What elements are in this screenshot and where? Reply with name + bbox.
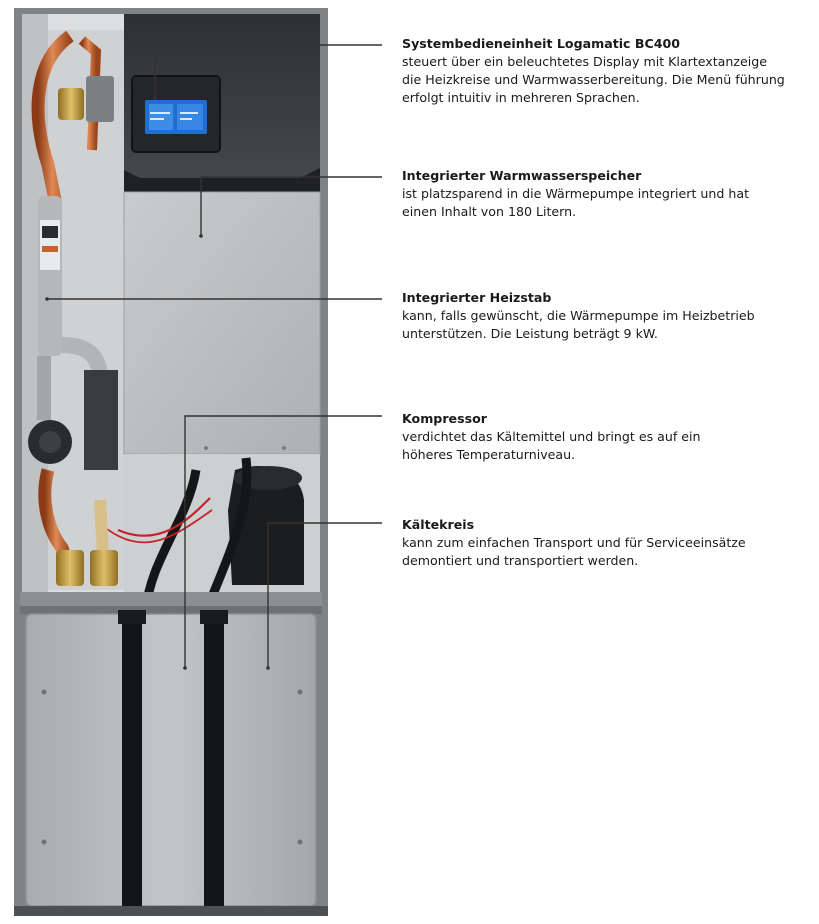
lower-cover [26,614,316,906]
callout-body: steuert über ein beleuchtetes Display mit Klartextanzeige die Heizkreise und Warmwasserbereitung. Die Menü führung erfolgt intuitiv in mehreren Sprachen. [402,54,785,105]
callout-title: Kältekreis [402,517,475,532]
callout-title: Integrierter Heizstab [402,290,552,305]
brass-valve-left [56,550,84,586]
callout-body: ist platzsparend in die Wärmepumpe integriert und hat einen Inhalt von 180 Litern. [402,186,750,219]
transport-strap-left [122,610,142,906]
callout-heating-rod [402,289,814,343]
callout-compressor [402,410,814,464]
brass-valve-upper [58,88,84,120]
callout-refrigerant-circuit [402,516,814,570]
callout-title: Kompressor [402,411,487,426]
callout-water-tank [402,167,814,221]
callout-body: verdichtet das Kältemittel und bringt es auf ein höheres Temperaturniveau. [402,429,701,462]
callout-title: Systembedieneinheit Logamatic BC400 [402,36,681,51]
motor-actuator [86,76,114,122]
callout-control-unit [402,35,814,107]
callout-body: kann zum einfachen Transport und für Serviceeinsätze demontiert und transportiert werden. [402,535,746,568]
callout-title: Integrierter Warmwasserspeicher [402,168,642,183]
callout-body: kann, falls gewünscht, die Wärmepumpe im Heizbetrieb unterstützen. Die Leistung beträgt 9 kW. [402,308,755,341]
brass-valve-right [90,550,118,586]
water-tank [124,192,320,454]
transport-strap-right [204,610,224,906]
